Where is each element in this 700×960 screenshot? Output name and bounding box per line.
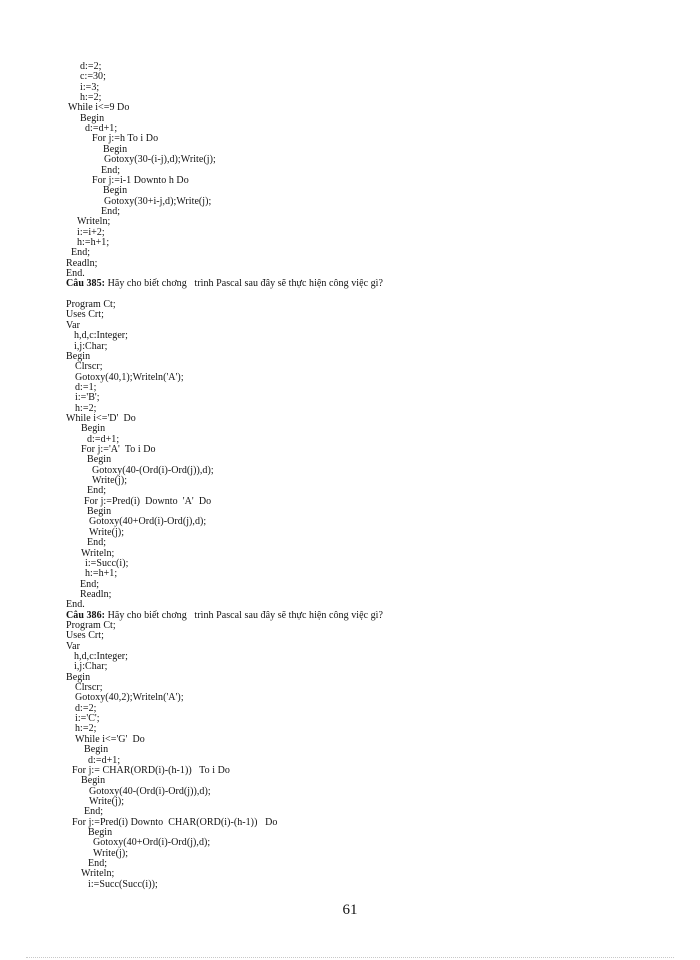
code-line: h,d,c:Integer; — [74, 330, 129, 342]
code-line: Begin — [66, 350, 91, 362]
code-line: Writeln; — [81, 868, 115, 880]
code-line: End. — [66, 599, 85, 611]
code-line: h,d,c:Integer; — [74, 651, 129, 662]
question-heading — [66, 279, 383, 289]
code-line: End; — [71, 247, 91, 259]
code-line: For j:=h To i Do — [92, 133, 159, 145]
code-line: Write(j); — [92, 475, 128, 486]
code-line: Writeln; — [77, 216, 111, 228]
code-line: Uses Crt; — [66, 309, 104, 321]
code-line: Gotoxy(40+Ord(i)-Ord(j),d); — [89, 516, 207, 528]
code-line: Begin — [103, 185, 128, 197]
code-line: Begin — [84, 744, 109, 756]
code-line: d:=1; — [75, 381, 97, 393]
code-line: For j:='A' To i Do — [81, 444, 156, 455]
code-line: Gotoxy(30-(i-j),d);Write(j); — [104, 154, 216, 166]
code-line: Readln; — [66, 257, 98, 269]
code-line: End; — [101, 205, 121, 217]
code-line: Begin — [87, 506, 112, 518]
code-line: Write(j); — [93, 847, 129, 859]
code-line: h:=2; — [75, 723, 97, 735]
question-label: Câu 386: — [66, 609, 106, 621]
page-number: 61 — [342, 902, 358, 918]
code-line: End; — [88, 858, 108, 869]
code-line: d:=2; — [75, 702, 97, 714]
code-line: i,j:Char; — [74, 340, 108, 352]
code-line: Begin — [66, 671, 91, 683]
code-line: i:=Succ(Succ(i)); — [88, 878, 158, 890]
code-line: Gotoxy(40,1);Writeln('A'); — [75, 371, 184, 383]
code-line: Gotoxy(30+i-j,d);Write(j); — [104, 195, 212, 207]
code-line: While i<='D' Do — [66, 412, 136, 424]
code-line: End; — [101, 164, 121, 176]
code-line: For j:=i-1 Downto h Do — [92, 174, 189, 186]
code-line: Write(j); — [89, 795, 125, 807]
code-line: Program Ct; — [66, 619, 116, 631]
code-line: h:=h+1; — [77, 236, 110, 248]
code-line: For j:=Pred(i) Downto 'A' Do — [84, 495, 212, 507]
question-label: Câu 385: — [66, 278, 106, 290]
page-bottom-divider — [26, 957, 674, 958]
code-line: End. — [66, 268, 85, 279]
code-line: Program Ct; — [66, 299, 116, 311]
code-line: While i<=9 Do — [68, 102, 130, 114]
code-line: Begin — [80, 112, 105, 124]
code-line: Var — [66, 319, 81, 331]
code-line: d:=d+1; — [88, 754, 121, 766]
code-line: Var — [66, 640, 81, 652]
code-line: i:=Succ(i); — [85, 557, 129, 569]
code-line: h:=2; — [80, 92, 102, 103]
code-line: Clrscr; — [75, 361, 103, 373]
code-line: h:=h+1; — [85, 568, 118, 580]
code-line: Begin — [88, 826, 113, 838]
code-line: i:='C'; — [75, 713, 100, 725]
code-line: Uses Crt; — [66, 630, 104, 642]
code-line: i:='B'; — [75, 392, 100, 404]
code-line: c:=30; — [80, 71, 106, 83]
code-line: h:=2; — [75, 402, 97, 414]
code-line: End; — [84, 806, 104, 818]
code-line: i:=i+2; — [77, 226, 105, 238]
code-line: i:=3; — [80, 81, 100, 93]
question-text: Hãy cho biết chơng trình Pascal sau đây sẽ thực hiện công việc gì? — [105, 609, 383, 621]
code-line: Begin — [103, 143, 128, 155]
code-line: Gotoxy(40-(Ord(i)-Ord(j)),d); — [89, 785, 211, 797]
code-line: Clrscr; — [75, 682, 103, 693]
code-line: End; — [87, 537, 107, 549]
code-line: For j:= CHAR(ORD(i)-(h-1)) To i Do — [72, 764, 230, 776]
code-line: Gotoxy(40+Ord(i)-Ord(j),d); — [93, 837, 211, 849]
code-line: Begin — [81, 775, 106, 787]
code-line: Gotoxy(40,2);Writeln('A'); — [75, 692, 184, 704]
code-line: Writeln; — [81, 547, 115, 559]
code-line: While i<='G' Do — [75, 733, 145, 745]
code-line: d:=2; — [80, 61, 102, 72]
code-line: For j:=Pred(i) Downto CHAR(ORD(i)-(h-1)) Do — [72, 816, 278, 828]
code-line: Begin — [81, 423, 106, 435]
code-line: Begin — [87, 454, 112, 466]
code-line: i,j:Char; — [74, 661, 108, 673]
code-line: Write(j); — [89, 526, 125, 538]
question-text: Hãy cho biết chơng trình Pascal sau đây sẽ thực hiện công việc gì? — [105, 278, 383, 290]
code-line: d:=d+1; — [85, 123, 118, 135]
code-line: End; — [87, 485, 107, 497]
code-line: End; — [80, 578, 100, 590]
code-line: Readln; — [80, 588, 112, 600]
code-line: d:=d+1; — [87, 433, 120, 445]
code-line: Gotoxy(40-(Ord(i)-Ord(j)),d); — [92, 464, 214, 476]
